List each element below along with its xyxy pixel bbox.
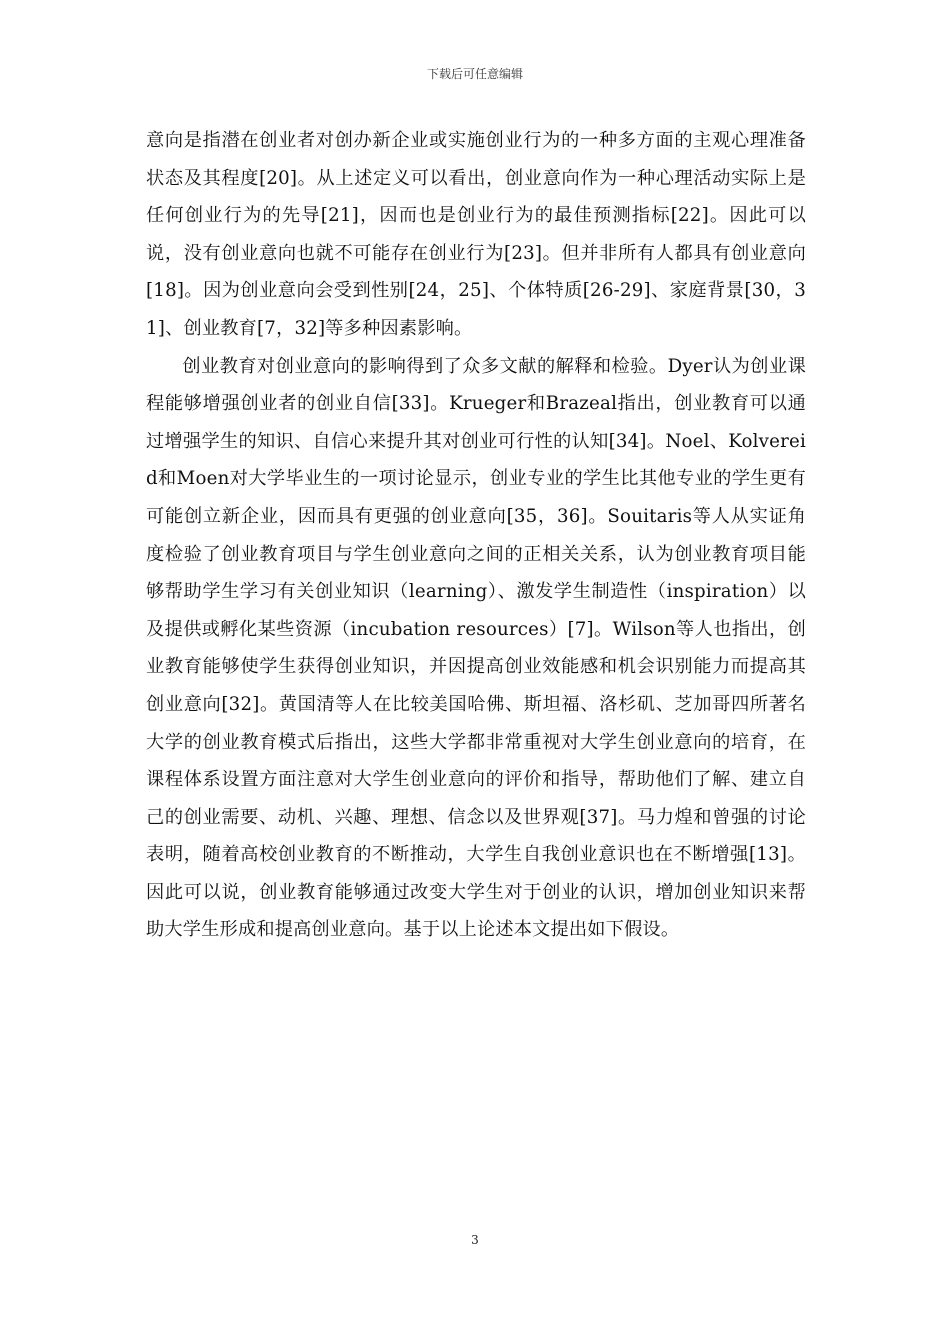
body-text <box>146 122 806 949</box>
page-number: 3 <box>471 1233 479 1247</box>
page-header: 下载后可任意编辑 <box>426 67 523 81</box>
paragraph-entrepreneurship-education: 创业教育对创业意向的影响得到了众多文献的解释和检验。Dyer认为创业课程能够增强创业者的创业自信[33]。Krueger和Brazeal指出，创业教育可以通过增强学生的知识、自信心来提升其对创业可行性的认知[34]。Noel、Kolvereid和Moen对大学毕业生的一项讨论显示，创业专业的学生比其他专业的学生更有可能创立新企业，因而具有更强的创业意向[35，36]。Souitaris等人从实证角度检验了创业教育项目与学生创业意向之间的正相关关系，认为创业教育项目能够帮助学生学习有关创业知识（learning）、激发学生制造性（inspiration）以及提供或孵化某些资源（incubation resources）[7]。Wilson等人也指出，创业教育能够使学生获得创业知识，并因提高创业效能感和机会识别能力而提高其创业意向[32]。黄国清等人在比较美国哈佛、斯坦福、洛杉矶、芝加哥四所著名大学的创业教育模式后指出，这些大学都非常重视对大学生创业意向的培育，在课程体系设置方面注意对大学生创业意向的评价和指导，帮助他们了解、建立自己的创业需要、动机、兴趣、理想、信念以及世界观[37]。马力煌和曾强的讨论表明，随着高校创业教育的不断推动，大学生自我创业意识也在不断增强[13]。因此可以说，创业教育能够通过改变大学生对于创业的认识，增加创业知识来帮助大学生形成和提高创业意向。基于以上论述本文提出如下假设。 <box>146 355 806 941</box>
paragraph-continuation: 意向是指潜在创业者对创办新企业或实施创业行为的一种多方面的主观心理准备状态及其程度[20]。从上述定义可以看出，创业意向作为一种心理活动实际上是任何创业行为的先导[21]，因而也是创业行为的最佳预测指标[22]。因此可以说，没有创业意向也就不可能存在创业行为[23]。但并非所有人都具有创业意向[18]。因为创业意向会受到性别[24，25]、个体特质[26-29]、家庭背景[30，31]、创业教育[7，32]等多种因素影响。 <box>146 130 806 339</box>
